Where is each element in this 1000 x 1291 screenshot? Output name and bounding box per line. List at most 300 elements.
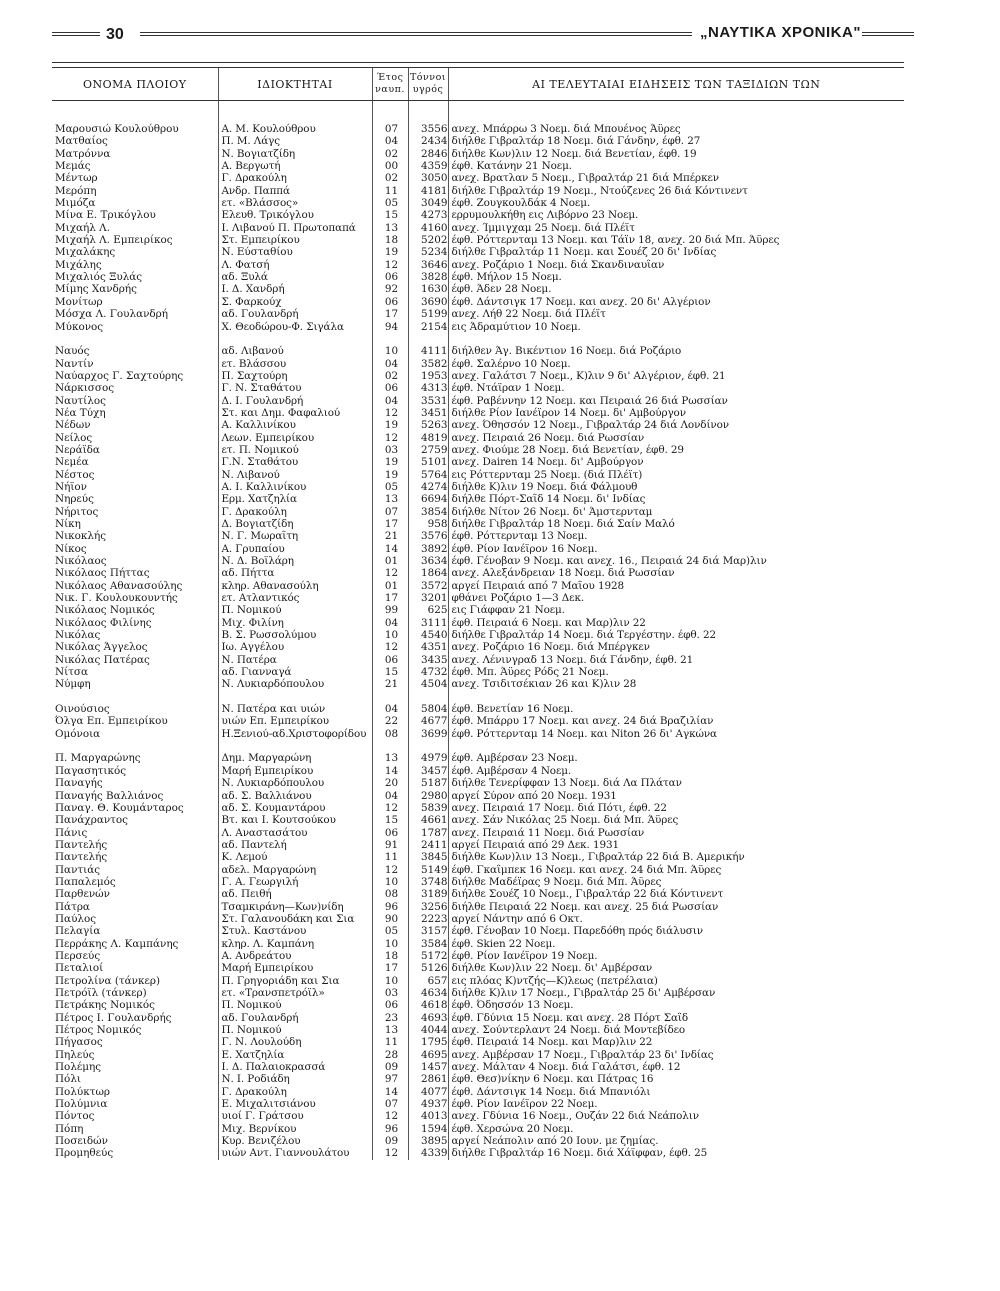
ship-name-cell: Παγασητικός [55,764,127,777]
owner-cell: Δημ. Μαργαρώνη [218,752,372,764]
tonnage-cell: 5764 [408,469,448,481]
tonnage-cell: 1953 [408,370,448,382]
spacer-cell [52,333,218,345]
ship-name-cell: Πάτρα [55,900,90,913]
owner-cell: Ιω. Αγγέλου [218,641,372,653]
ship-name-cell: Νικόλαος Αθανασούλης [55,579,183,592]
latest-news-cell: έφθ. Skien 22 Νοεμ. [448,938,904,950]
owner-cell: αδ. Γουλανδρή [218,308,372,320]
spacer-cell [372,333,408,345]
year-built-cell: 99 [372,604,408,616]
table-row [52,641,904,653]
owner-cell: Βτ. και Ι. Κουτσούκου [218,814,372,826]
latest-news-cell: διήλθε Γιβραλτάρ 11 Νοεμ. και Σουέζ 20 δι' Ινδίας [448,246,904,258]
table-row [52,296,904,308]
year-built-cell: 12 [372,407,408,419]
latest-news-cell: αργεί Σύρον από 20 Νοεμ. 1931 [448,790,904,802]
latest-news-cell: διήλθε Νίτον 26 Νοεμ. δι' Άμστερνταμ [448,506,904,518]
latest-news-cell: έφθ. Ρίον Ιανέϊρον 19 Νοεμ. [448,950,904,962]
ship-name-cell: Πόντος [55,1110,95,1123]
latest-news-cell: έφθ. Δάντσιγκ 14 Νοεμ. διά Μπανιόλι [448,1086,904,1098]
owner-cell: Ν. Λυκιαρδόπουλου [218,678,372,690]
latest-news-cell: διήλθε Γιβραλτάρ 18 Νοεμ. διά Γάνδην, έφθ. 27 [448,135,904,147]
latest-news-cell: έφθ. Γκαΐμπεκ 16 Νοεμ. και ανεχ. 24 διά Μπ. Άϋρες [448,864,904,876]
owner-cell: Λ. Αναστασάτου [218,827,372,839]
tonnage-cell: 5187 [408,777,448,789]
header-tonnage: Τόννοι υγρός [408,68,448,101]
latest-news-cell: έφθ. Ρίον Ιανέϊρον 22 Νοεμ. [448,1098,904,1110]
tonnage-cell: 3690 [408,296,448,308]
table-row [52,358,904,370]
ship-name-cell: Νικόλας [55,629,101,642]
tonnage-cell: 3457 [408,765,448,777]
latest-news-cell: έφθ. Μπ. Άϋρες Ρόδς 21 Νοεμ. [448,666,904,678]
latest-news-cell: έφθ. Ζουγκουλδάκ 4 Νοεμ. [448,197,904,209]
owner-cell: Ελευθ. Τρικόγλου [218,209,372,221]
tonnage-cell: 2411 [408,839,448,851]
tonnage-cell: 4274 [408,481,448,493]
year-built-cell: 09 [372,1135,408,1147]
ship-name-cell: Ποσειδών [55,1135,108,1148]
latest-news-cell: διήλθε Μαδέϊρας 9 Νοεμ. διά Μπ. Άϋρες [448,876,904,888]
owner-cell: Ν. Εύσταθίου [218,246,372,258]
ship-name-cell: Νέα Τύχη [55,406,106,419]
year-built-cell: 10 [372,876,408,888]
ship-name-cell: Πολύμνια [55,1098,108,1111]
latest-news-cell: ανεχ. Ροζάριο 1 Νοεμ. διά Σκανδιναυΐαν [448,259,904,271]
tonnage-cell: 4339 [408,1147,448,1159]
latest-news-cell: ανεχ. Μάλταν 4 Νοεμ. διά Γαλάτσι, έφθ. 12 [448,1061,904,1073]
tonnage-cell: 3572 [408,580,448,592]
year-built-cell: 11 [372,185,408,197]
tonnage-cell: 3050 [408,172,448,184]
owner-cell: Γ.Ν. Σταθάτου [218,456,372,468]
year-built-cell: 07 [372,123,408,135]
header-rule-left2 [52,35,100,36]
owner-cell: Π. Σαχτούρη [218,370,372,382]
owner-cell: Π. Γρηγοριάδη και Σια [218,975,372,987]
owner-cell: Ν. Λυκιαρδόπουλου [218,777,372,789]
ship-name-cell: Νικόλαος Φιλίνης [55,616,152,629]
latest-news-cell: έφθ. Σαλέρνο 10 Νοεμ. [448,358,904,370]
owner-cell: Α. Ι. Καλλινίκου [218,481,372,493]
tonnage-cell: 4044 [408,1024,448,1036]
owner-cell: ετ. Π. Νομικού [218,444,372,456]
ship-name-cell: Νικ. Γ. Κουλουκουντής [55,592,178,605]
owner-cell: Λεων. Εμπειρίκου [218,432,372,444]
owner-cell: Ανδρ. Παππά [218,185,372,197]
ship-name-cell: Πηλεύς [55,1048,95,1061]
tonnage-cell: 4634 [408,987,448,999]
table-row [52,246,904,258]
tonnage-cell: 3634 [408,555,448,567]
year-built-cell: 19 [372,469,408,481]
tonnage-cell: 3892 [408,543,448,555]
header-latest-news: ΑΙ ΤΕΛΕΥΤΑΙΑΙ ΕΙΔΗΣΕΙΣ ΤΩΝ ΤΑΞΙΔΙΩΝ ΤΩΝ [448,68,904,101]
latest-news-cell: ανεχ. Γαλάτσι 7 Νοεμ., Κ)λιν 9 δι' Αλγέριον, έφθ. 21 [448,370,904,382]
latest-news-cell: ανεχ. Σάν Νικόλας 25 Νοεμ. διά Μπ. Άϋρες [448,814,904,826]
table-row [52,1036,904,1048]
table-row [52,395,904,407]
latest-news-cell: διήλθε Γιβραλτάρ 18 Νοεμ. διά Σαίν Μαλό [448,518,904,530]
table-row [52,580,904,592]
owner-cell: Στ. Εμπειρίκου [218,234,372,246]
latest-news-cell: εις Άδραμύτιον 10 Νοεμ. [448,321,904,333]
year-built-cell: 11 [372,851,408,863]
year-built-cell: 12 [372,802,408,814]
ship-name-cell: Παναγής [55,777,103,790]
table-row [52,432,904,444]
owner-cell: υιών Επ. Εμπειρίκου [218,715,372,727]
tonnage-cell: 4181 [408,185,448,197]
header-owners: ΙΔΙΟΚΤΗΤΑΙ [218,68,372,101]
latest-news-cell: εις πλόας Κ)ντζής—Κ)λεως (πετρέλαια) [448,975,904,987]
owner-cell: Γ. Δρακούλη [218,172,372,184]
table-row [52,370,904,382]
owner-cell: Ερμ. Χατζηλία [218,493,372,505]
table-row [52,975,904,987]
owner-cell: Κυρ. Βενιζέλου [218,1135,372,1147]
year-built-cell: 06 [372,999,408,1011]
tonnage-cell: 4359 [408,160,448,172]
latest-news-cell: έφθ. Ρίον Ιανέϊρον 16 Νοεμ. [448,543,904,555]
latest-news-cell: έφθ. Άδεν 28 Νοεμ. [448,283,904,295]
year-built-cell: 91 [372,839,408,851]
year-built-cell: 04 [372,790,408,802]
latest-news-cell: ανεχ. Σούντερλαντ 24 Νοεμ. διά Μοντεβίδεο [448,1024,904,1036]
table-row [52,715,904,727]
owner-cell: ετ. Ατλαντικός [218,592,372,604]
year-built-cell: 15 [372,666,408,678]
ship-name-cell: Νικοκλής [55,530,107,543]
ship-name-cell: Παναγ. Θ. Κουμάνταρος [55,801,184,814]
table-row [52,209,904,221]
ship-name-cell: Προμηθεύς [55,1147,114,1160]
year-built-cell: 03 [372,444,408,456]
spacer-cell [52,691,218,703]
table-row [52,407,904,419]
latest-news-cell: ανεχ. Λένινγραδ 13 Νοεμ. διά Γάνδην, έφθ. 21 [448,654,904,666]
year-built-cell: 15 [372,814,408,826]
tonnage-cell: 3646 [408,259,448,271]
year-built-cell: 10 [372,975,408,987]
tonnage-cell: 2980 [408,790,448,802]
latest-news-cell: διήλθε Γιβραλτάρ 14 Νοεμ. διά Τεργέστην. έφθ. 22 [448,629,904,641]
table-row [52,913,904,925]
year-built-cell: 20 [372,777,408,789]
tonnage-cell: 3111 [408,617,448,629]
owner-cell: Α. Μ. Κουλούθρου [218,123,372,135]
latest-news-cell: διήλθε Γιβραλτάρ 19 Νοεμ., Ντούζενες 26 διά Κόντινεντ [448,185,904,197]
year-built-cell: 14 [372,543,408,555]
page-number: 30 [106,26,124,43]
table-row [52,444,904,456]
table-row [52,654,904,666]
ship-name-cell: Περσεύς [55,949,101,962]
latest-news-cell: ερρυμουλκήθη εις Λιβόρνο 23 Νοεμ. [448,209,904,221]
ship-name-cell: Π. Μαργαρώνης [55,752,141,765]
tonnage-cell: 2759 [408,444,448,456]
ship-name-cell: Νικόλας Άγγελος [55,641,148,654]
year-built-cell: 15 [372,209,408,221]
tonnage-cell: 4013 [408,1110,448,1122]
year-built-cell: 12 [372,1147,408,1159]
tonnage-cell: 3828 [408,271,448,283]
table-row [52,814,904,826]
owner-cell: κληρ. Λ. Καμπάνη [218,938,372,950]
tonnage-cell: 4979 [408,752,448,764]
owner-cell: Μαρή Εμπειρίκου [218,962,372,974]
latest-news-cell: διήλθε Κ)λιν 19 Νοεμ. διά Φάλμουθ [448,481,904,493]
tonnage-cell: 3556 [408,123,448,135]
owner-cell: Στ. Γαλανουδάκη και Σια [218,913,372,925]
year-built-cell: 06 [372,827,408,839]
tonnage-cell: 958 [408,518,448,530]
latest-news-cell: έφθ. Ντάϊραν 1 Νοεμ. [448,382,904,394]
owner-cell: ετ. Βλάσσου [218,358,372,370]
latest-news-cell: έφθ. Θεσ)νίκην 6 Νοεμ. και Πάτρας 16 [448,1073,904,1085]
table-row [52,259,904,271]
tonnage-cell: 3157 [408,925,448,937]
year-built-cell: 17 [372,308,408,320]
tonnage-cell: 6694 [408,493,448,505]
latest-news-cell: έφθ. Ρόττερνταμ 13 Νοεμ. [448,530,904,542]
ship-name-cell: Μιμόζα [55,197,96,210]
latest-news-cell: εις Γιάφφαν 21 Νοεμ. [448,604,904,616]
tonnage-cell: 2223 [408,913,448,925]
owner-cell: αδ. Ξυλά [218,271,372,283]
tonnage-cell: 4732 [408,666,448,678]
table-row [52,790,904,802]
ship-name-cell: Παπαλεμός [55,875,116,888]
ship-name-cell: Μεμάς [55,160,91,173]
owner-cell: Α. Βεργωτή [218,160,372,172]
tonnage-cell: 3584 [408,938,448,950]
spacer-cell [408,740,448,752]
tonnage-cell: 1795 [408,1036,448,1048]
table-row [52,555,904,567]
table-row [52,1086,904,1098]
tonnage-cell: 5101 [408,456,448,468]
table-row [52,765,904,777]
table-row [52,160,904,172]
table-row [52,839,904,851]
year-built-cell: 96 [372,1123,408,1135]
owner-cell: Στυλ. Καστάνου [218,925,372,937]
spacer-cell [408,101,448,124]
table-row [52,925,904,937]
table-row [52,197,904,209]
latest-news-cell: διήλθε Πόρτ-Σαΐδ 14 Νοεμ. δι' Ινδίας [448,493,904,505]
year-built-cell: 02 [372,370,408,382]
latest-news-cell: ανεχ. Όθησσόν 12 Νοεμ., Γιβραλτάρ 24 διά Λονδίνον [448,419,904,431]
table-row [52,1147,904,1159]
year-built-cell: 19 [372,246,408,258]
year-built-cell: 07 [372,506,408,518]
ship-name-cell: Ματθαίος [55,135,108,148]
year-built-cell: 17 [372,962,408,974]
ship-name-cell: Νίκος [55,542,87,555]
owner-cell: Β. Σ. Ρωσσολύμου [218,629,372,641]
owner-cell: Ε. Μιχαλιτσιάνου [218,1098,372,1110]
table-row [52,493,904,505]
table-row [52,802,904,814]
ship-name-cell: Νύμφη [55,678,91,691]
ship-name-cell: Νάρκισσος [55,382,115,395]
year-built-cell: 21 [372,678,408,690]
header-rule-right2 [862,35,914,36]
table-header-row [52,68,904,101]
latest-news-cell: έφθ. Μήλον 15 Νοεμ. [448,271,904,283]
owner-cell: Α. Καλλινίκου [218,419,372,431]
latest-news-cell: ανεχ. Τσιδιτσέκιαν 26 και Κ)λιν 28 [448,678,904,690]
table-row [52,1135,904,1147]
owner-cell: ετ. «Βλάσσος» [218,197,372,209]
spacer-cell [448,101,904,124]
year-built-cell: 12 [372,567,408,579]
ship-name-cell: Οινούσιος [55,703,110,716]
ship-name-cell: Μιχαήλ Λ. Εμπειρίκος [55,234,173,247]
table-row [52,901,904,913]
year-built-cell: 14 [372,1086,408,1098]
year-built-cell: 10 [372,938,408,950]
tonnage-cell: 5172 [408,950,448,962]
latest-news-cell: ανεχ. Αμβέρσαν 17 Νοεμ., Γιβραλτάρ 23 δι' Ινδίας [448,1049,904,1061]
header-ship-name: ΟΝΟΜΑ ΠΛΟΙΟΥ [52,68,218,101]
owner-cell: αδ. Πήττα [218,567,372,579]
ship-name-cell: Νεμέα [55,456,89,469]
header-year-built: Έτος ναυπ. [372,68,408,101]
latest-news-cell: έφθ. Δάντσιγκ 17 Νοεμ. και ανεχ. 20 δι' Αλγέριον [448,296,904,308]
table-row [52,518,904,530]
latest-news-cell: διήλθε Πειραιά 22 Νοεμ. και ανεχ. 25 διά Ρωσσίαν [448,901,904,913]
spacer-cell [448,333,904,345]
spacer-cell [218,333,372,345]
ship-name-cell: Μιχαήλ Λ. [55,221,110,234]
owner-cell: αδ. Σ. Βαλλιάνου [218,790,372,802]
ship-name-cell: Πετράκης Νομικός [55,999,155,1012]
tonnage-cell: 3748 [408,876,448,888]
table-row [52,148,904,160]
header-rule-middle2 [140,35,692,36]
year-built-cell: 06 [372,654,408,666]
year-built-cell: 22 [372,715,408,727]
table-row [52,469,904,481]
year-built-cell: 12 [372,1110,408,1122]
ship-name-cell: Πετρόϊλ (τάνκερ) [55,987,147,1000]
tonnage-cell: 4313 [408,382,448,394]
owner-cell: Μιχ. Βερνίκου [218,1123,372,1135]
latest-news-cell: διήλθε Γιβραλτάρ 16 Νοεμ. διά Χάϊφφαν, έφθ. 25 [448,1147,904,1159]
latest-news-cell: έφθ. Πειραιά 14 Νοεμ. και Μαρ)λιν 22 [448,1036,904,1048]
table-row [52,938,904,950]
owner-cell: Π. Νομικού [218,999,372,1011]
tonnage-cell: 5126 [408,962,448,974]
latest-news-cell: ανεχ. Λήθ 22 Νοεμ. διά Πλέϊτ [448,308,904,320]
owner-cell: Ν. Λιβανού [218,469,372,481]
owner-cell: Π. Μ. Λάγς [218,135,372,147]
ship-name-cell: Πάνις [55,826,88,839]
latest-news-cell: έφθ. Κατάνην 21 Νοεμ. [448,160,904,172]
ship-name-cell: Νίκη [55,517,81,530]
tonnage-cell: 3256 [408,901,448,913]
table-row [52,283,904,295]
year-built-cell: 05 [372,925,408,937]
year-built-cell: 08 [372,888,408,900]
latest-news-cell: διήλθε Ρίον Ιανέϊρον 14 Νοεμ. δι' Αμβούργον [448,407,904,419]
header-rule-middle [140,32,692,33]
owner-cell: Ι. Λιβανού Π. Πρωτοπαπά [218,222,372,234]
year-built-cell: 28 [372,1049,408,1061]
latest-news-cell: διήλθε Κων)λιν 22 Νοεμ. δι' Αμβέρσαν [448,962,904,974]
ship-name-cell: Όλγα Επ. Εμπειρίκου [55,715,168,728]
year-built-cell: 02 [372,172,408,184]
table-row [52,629,904,641]
ship-name-cell: Περράκης Λ. Καμπάνης [55,937,179,950]
owner-cell: Ν. Βογιατζίδη [218,148,372,160]
year-built-cell: 94 [372,321,408,333]
latest-news-cell: διήλθεν Άγ. Βικέντιον 16 Νοεμ. διά Ροζάριο [448,345,904,357]
group-spacer [52,691,904,703]
ship-name-cell: Ναντίν [55,357,94,370]
year-built-cell: 04 [372,358,408,370]
tonnage-cell: 4160 [408,222,448,234]
ship-name-cell: Νικόλας Πατέρας [55,653,150,666]
table-row [52,456,904,468]
year-built-cell: 09 [372,1061,408,1073]
table-row [52,1073,904,1085]
tonnage-cell: 3854 [408,506,448,518]
latest-news-cell: ανεχ. Αλεξάνδρειαν 18 Νοεμ. διά Ρωσσίαν [448,567,904,579]
ship-name-cell: Νικόλαος [55,555,107,568]
latest-news-cell: ανεχ. Βρατλαν 5 Νοεμ., Γιβραλτάρ 21 διά Μπέρκεν [448,172,904,184]
table-row [52,185,904,197]
header-rule-right [862,32,914,33]
ship-name-cell: Νικόλαος Πήττας [55,567,150,580]
owner-cell: αδ. Γιανναγά [218,666,372,678]
tonnage-cell: 625 [408,604,448,616]
year-built-cell: 11 [372,1036,408,1048]
latest-news-cell: ανεχ. Μπάρρω 3 Νοεμ. διά Μπουένος Άϋρες [448,123,904,135]
year-built-cell: 04 [372,135,408,147]
tonnage-cell: 657 [408,975,448,987]
ship-name-cell: Πετρολίνα (τάνκερ) [55,974,161,987]
year-built-cell: 05 [372,197,408,209]
tonnage-cell: 5839 [408,802,448,814]
table-row [52,172,904,184]
owner-cell: Μαρή Εμπειρίκου [218,765,372,777]
latest-news-cell: ανεχ. Πειραιά 11 Νοεμ. διά Ρωσσίαν [448,827,904,839]
ship-name-cell: Παύλος [55,912,97,925]
owner-cell: αδ. Γουλανδρή [218,1012,372,1024]
ship-name-cell: Νέστος [55,468,95,481]
table-row [52,321,904,333]
owner-cell: Α. Ανδρεάτου [218,950,372,962]
ship-name-cell: Παναγής Βαλλιάνος [55,789,164,802]
ship-name-cell: Ναύαρχος Γ. Σαχτούρης [55,369,184,382]
tonnage-cell: 4540 [408,629,448,641]
year-built-cell: 18 [372,950,408,962]
year-built-cell: 04 [372,703,408,715]
tonnage-cell: 2846 [408,148,448,160]
table-row [52,1110,904,1122]
year-built-cell: 01 [372,580,408,592]
owner-cell: αδ. Λιβανού [218,345,372,357]
table-row [52,728,904,740]
year-built-cell: 21 [372,530,408,542]
owner-cell: Κ. Λεμού [218,851,372,863]
owner-cell: Λ. Φατσή [218,259,372,271]
